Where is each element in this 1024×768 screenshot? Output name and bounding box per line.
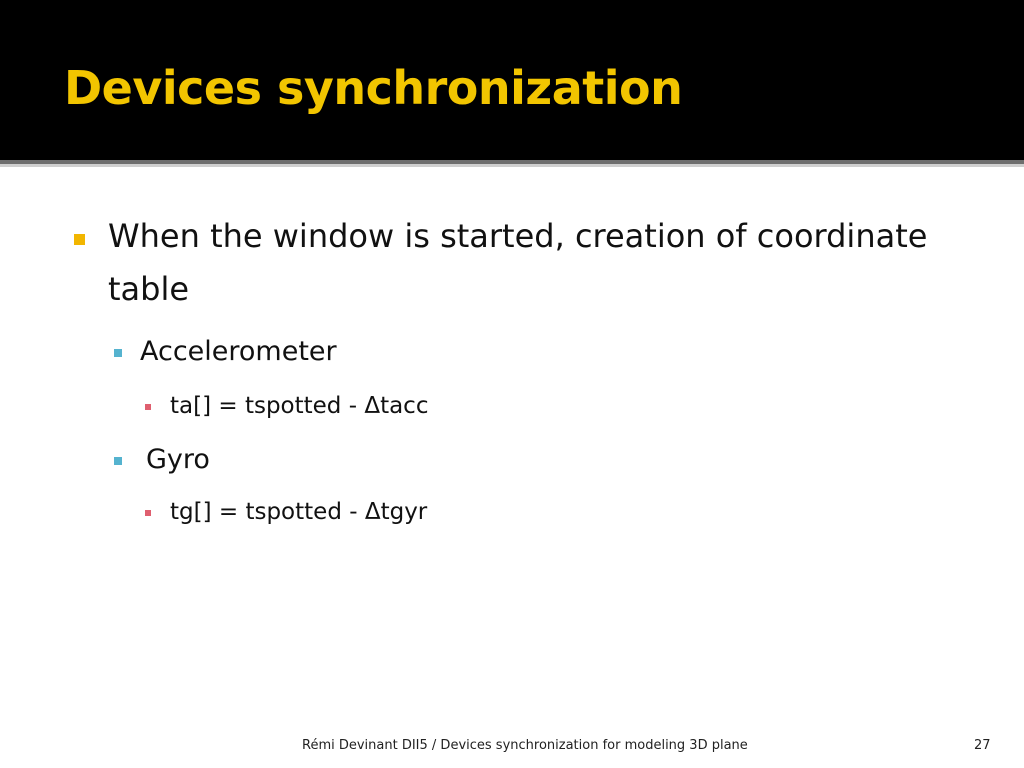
main-bullet-text: When the window is started, creation of coordinate table xyxy=(108,217,928,308)
title-divider-shadow xyxy=(0,164,1024,167)
formula-text: tg[] = tspotted - Δtgyr xyxy=(170,499,428,525)
square-bullet-icon xyxy=(114,457,122,465)
formula-text: ta[] = tspotted - Δtacc xyxy=(170,393,429,419)
sub-bullet-gyro xyxy=(146,440,210,480)
sub-bullet-text: Accelerometer xyxy=(140,336,337,367)
sub-bullet-accelerometer xyxy=(140,332,337,372)
slide-footer: Rémi Devinant DII5 / Devices synchronization for modeling 3D plane xyxy=(302,738,748,753)
square-bullet-icon xyxy=(114,349,122,357)
square-bullet-icon xyxy=(74,234,85,245)
slide-title: Devices synchronization xyxy=(64,61,683,115)
page-number: 27 xyxy=(974,738,991,753)
sub-bullet-text: Gyro xyxy=(146,444,210,475)
main-bullet xyxy=(108,210,968,316)
square-bullet-icon xyxy=(145,404,151,410)
formula-accelerometer xyxy=(170,389,428,423)
title-bar xyxy=(0,0,1024,160)
formula-gyro xyxy=(170,495,427,529)
square-bullet-icon xyxy=(145,510,151,516)
